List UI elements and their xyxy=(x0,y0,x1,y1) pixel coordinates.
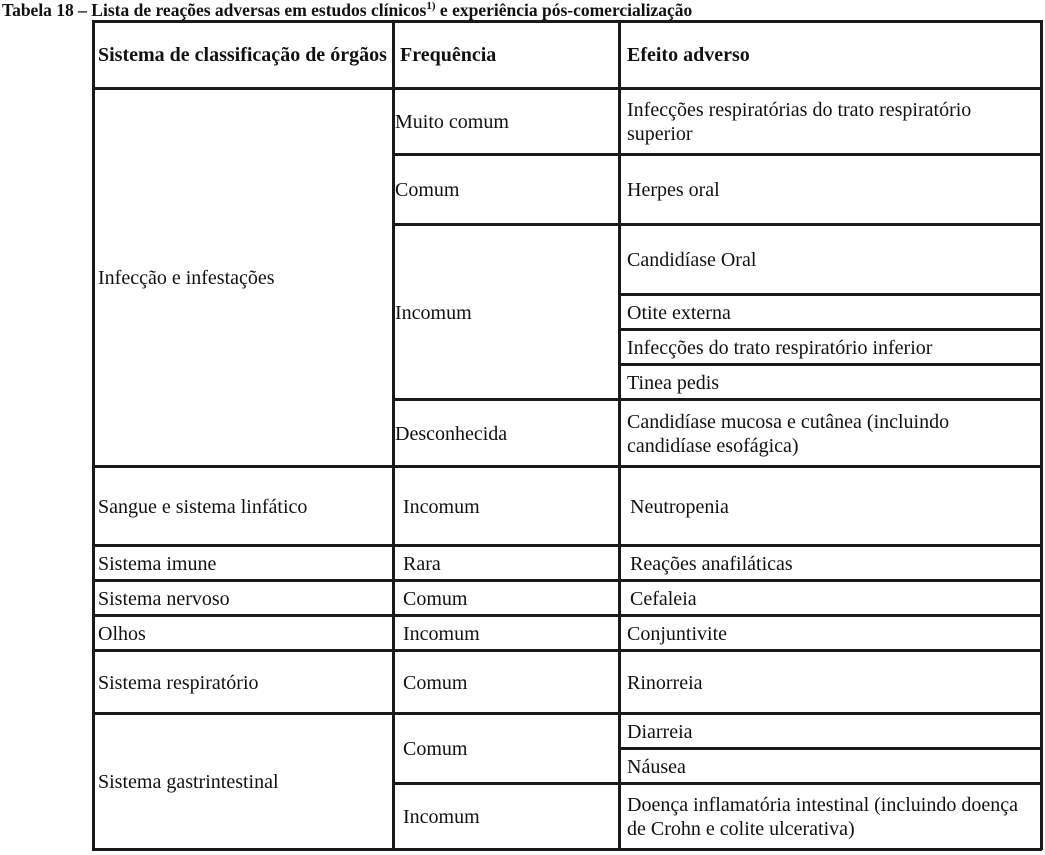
effect-otitis: Otite externa xyxy=(627,301,731,324)
effect-candida-oral: Candidíase Oral xyxy=(627,249,757,271)
effect-neutropenia: Neutropenia xyxy=(630,495,729,518)
effect-urti: Infecções respiratórias do trato respiratório superior xyxy=(627,99,972,145)
system-infection: Infecção e infestações xyxy=(98,267,275,289)
freq-very-common: Muito comum xyxy=(395,111,509,133)
effect-headache: Cefaleia xyxy=(630,587,697,610)
system-gastro: Sistema gastrintestinal xyxy=(98,771,279,793)
caption-footnote-ref: 1) xyxy=(426,0,436,12)
column-divider-2 xyxy=(618,20,621,850)
effect-rhinorrhea: Rinorreia xyxy=(627,671,703,694)
effect-ibd: Doença inflamatória intestinal (incluindo doença de Crohn e colite ulcerativa) xyxy=(627,794,1018,840)
freq-gastro-uncommon: Incomum xyxy=(403,806,480,828)
freq-common: Comum xyxy=(395,179,460,201)
freq-uncommon: Incomum xyxy=(395,301,472,324)
system-eyes: Olhos xyxy=(98,622,146,645)
freq-respiratory: Comum xyxy=(403,671,468,694)
system-respiratory: Sistema respiratório xyxy=(98,671,259,694)
freq-blood: Incomum xyxy=(403,495,480,518)
system-immune: Sistema imune xyxy=(98,552,217,575)
effect-diarrhea: Diarreia xyxy=(627,720,693,743)
system-nervous: Sistema nervoso xyxy=(98,587,230,610)
table-border-left xyxy=(92,20,95,850)
effect-conjunctivitis: Conjuntivite xyxy=(627,622,727,645)
freq-immune: Rara xyxy=(403,552,441,575)
table-border-right xyxy=(1040,20,1043,850)
caption-text: Tabela 18 – Lista de reações adversas em estudos clínicos xyxy=(2,0,427,20)
effect-nausea: Náusea xyxy=(627,755,686,778)
effect-anaphylaxis: Reações anafiláticas xyxy=(630,552,793,575)
freq-eyes: Incomum xyxy=(403,622,480,645)
freq-nervous: Comum xyxy=(403,587,468,610)
caption-text-suffix: e experiência pós-comercialização xyxy=(435,0,693,20)
header-frequency: Frequência xyxy=(400,44,497,66)
freq-unknown: Desconhecida xyxy=(395,422,508,445)
effect-herpes: Herpes oral xyxy=(627,179,720,201)
effect-tinea: Tinea pedis xyxy=(627,371,720,394)
effect-lrti: Infecções do trato respiratório inferior xyxy=(627,336,933,359)
system-blood: Sangue e sistema linfático xyxy=(98,495,308,518)
effect-candida-mucocutaneous: Candidíase mucosa e cutânea (incluindo candidíase esofágica) xyxy=(627,410,950,457)
freq-gastro-common: Comum xyxy=(403,738,468,760)
header-effect: Efeito adverso xyxy=(627,44,750,66)
header-system: Sistema de classificação de órgãos xyxy=(98,44,387,66)
table-caption xyxy=(2,0,692,20)
